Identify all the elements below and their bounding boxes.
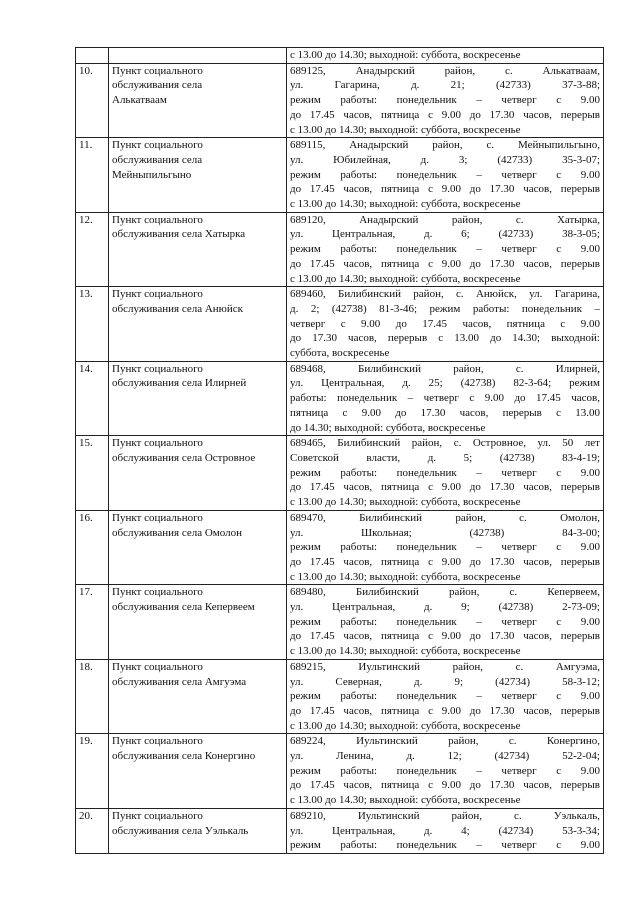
- address-schedule-line: до 17.45 часов, пятница с 9.00 до 17.30 часов, перерыв: [290, 257, 600, 270]
- address-schedule-line: ул. Северная, д. 9; (42734) 58-3-12;: [290, 675, 600, 688]
- service-point-name-line: Пункт социального: [112, 139, 203, 152]
- service-point-name-cell: [109, 734, 287, 809]
- address-schedule-line: до 17.45 часов, пятница с 9.00 до 17.30 часов, перерыв: [290, 183, 600, 196]
- address-schedule-line: с 13.00 до 14.30; выходной: суббота, воскресенье: [290, 570, 521, 583]
- address-schedule-line: 689125, Анадырский район, с. Алькатваам,: [290, 64, 600, 77]
- address-schedule-line: режим работы: понедельник – четверг с 9.00: [290, 764, 600, 777]
- address-schedule-line: до 17.45 часов, пятница с 9.00 до 17.30 часов, перерыв: [290, 108, 600, 121]
- address-schedule-line: ул. Юбилейная, д. 3; (42733) 35-3-07;: [290, 153, 600, 166]
- service-point-name-line: Пункт социального: [112, 288, 203, 301]
- address-schedule-line: режим работы: понедельник – четверг с 9.00: [290, 168, 600, 181]
- document-page: [75, 47, 604, 854]
- service-point-name-cell: [109, 436, 287, 511]
- row-number: 17.: [79, 586, 93, 599]
- row-number: 16.: [79, 511, 93, 524]
- address-schedule-line: с 13.00 до 14.30; выходной: суббота, воскресенье: [290, 272, 521, 285]
- row-number-cell: [76, 48, 109, 64]
- address-schedule-line: с 13.00 до 14.30; выходной: суббота, воскресенье: [290, 49, 521, 61]
- address-schedule-line: д. 2; (42738) 81-3-46; режим работы: понедельник –: [290, 302, 600, 315]
- service-point-name-line: Алькатваам: [112, 94, 167, 107]
- service-point-name-line: обслуживания села Илирней: [112, 377, 247, 390]
- address-schedule-line: до 17.45 часов, пятница с 9.00 до 17.30 часов, перерыв: [290, 555, 600, 568]
- address-schedule-line: 689470, Билибинский район, с. Омолон,: [290, 511, 600, 524]
- address-schedule-line: 689215, Иультинский район, с. Амгуэма,: [290, 660, 600, 673]
- address-schedule-line: ул. Ленина, д. 12; (42734) 52-2-04;: [290, 750, 600, 763]
- address-schedule-cell: [287, 510, 604, 585]
- service-point-name-cell: [109, 659, 287, 734]
- row-number-cell: [76, 287, 109, 362]
- address-schedule-cell: [287, 436, 604, 511]
- address-schedule-line: до 17.45 часов, пятница с 9.00 до 17.30 часов, перерыв: [290, 779, 600, 792]
- address-schedule-line: с 13.00 до 14.30; выходной: суббота, воскресенье: [290, 496, 521, 509]
- address-schedule-line: четверг с 9.00 до 17.45 часов, пятница с 9.00: [290, 317, 600, 330]
- row-number-cell: [76, 659, 109, 734]
- service-point-name-line: Пункт социального: [112, 511, 203, 524]
- row-number-cell: [76, 138, 109, 213]
- address-schedule-cell: [287, 48, 604, 64]
- address-schedule-cell: [287, 287, 604, 362]
- address-schedule-cell: [287, 659, 604, 734]
- table-row: [76, 361, 604, 436]
- table-row: [76, 48, 604, 64]
- table-body: [76, 48, 604, 854]
- table-row: [76, 138, 604, 213]
- address-schedule-line: 689465, Билибинский район, с. Островное, ул. 50 лет: [290, 437, 600, 450]
- address-schedule-line: ул. Гагарина, д. 21; (42733) 37-3-88;: [290, 79, 600, 92]
- address-schedule-line: ул. Центральная, д. 6; (42733) 38-3-05;: [290, 228, 600, 241]
- service-point-name-line: Пункт социального: [112, 64, 203, 77]
- table-row: [76, 436, 604, 511]
- address-schedule-line: с 13.00 до 14.30; выходной: суббота, воскресенье: [290, 794, 521, 807]
- address-schedule-cell: [287, 585, 604, 660]
- address-schedule-cell: [287, 63, 604, 138]
- table-row: [76, 212, 604, 287]
- service-point-name-cell: [109, 585, 287, 660]
- table-row: [76, 63, 604, 138]
- service-point-name-line: обслуживания села Хатырка: [112, 228, 246, 241]
- address-schedule-line: режим работы: понедельник – четверг с 9.00: [290, 243, 600, 256]
- row-number: 14.: [79, 362, 93, 375]
- address-schedule-cell: [287, 138, 604, 213]
- address-schedule-line: с 13.00 до 14.30; выходной: суббота, воскресенье: [290, 123, 521, 136]
- service-point-name-line: обслуживания села Анюйск: [112, 302, 244, 315]
- address-schedule-line: 689115, Анадырский район, с. Мейныпильгыно,: [290, 139, 600, 152]
- address-schedule-line: режим работы: понедельник – четверг с 9.00: [290, 839, 600, 852]
- address-schedule-line: суббота, воскресенье: [290, 347, 390, 360]
- address-schedule-cell: [287, 734, 604, 809]
- service-point-name-line: Пункт социального: [112, 809, 203, 822]
- address-schedule-line: с 13.00 до 14.30; выходной: суббота, воскресенье: [290, 645, 521, 658]
- service-point-name-cell: [109, 63, 287, 138]
- service-point-name-line: обслуживания села: [112, 153, 203, 166]
- address-schedule-cell: [287, 212, 604, 287]
- service-point-name-line: обслуживания села Омолон: [112, 526, 242, 539]
- address-schedule-line: 689120, Анадырский район, с. Хатырка,: [290, 213, 600, 226]
- service-point-name-cell: [109, 138, 287, 213]
- row-number-cell: [76, 436, 109, 511]
- social-service-points-table: [75, 47, 604, 854]
- row-number: 19.: [79, 735, 93, 748]
- table-row: [76, 510, 604, 585]
- service-point-name-line: Пункт социального: [112, 362, 203, 375]
- service-point-name-line: Мейныпильгыно: [112, 168, 192, 181]
- row-number: 13.: [79, 288, 93, 301]
- service-point-name-line: обслуживания села: [112, 79, 203, 92]
- table-row: [76, 808, 604, 853]
- address-schedule-line: режим работы: понедельник – четверг с 9.00: [290, 690, 600, 703]
- table-row: [76, 734, 604, 809]
- address-schedule-line: 689480, Билибинский район, с. Кепервеем,: [290, 586, 600, 599]
- table-row: [76, 585, 604, 660]
- address-schedule-line: режим работы: понедельник – четверг с 9.00: [290, 541, 600, 554]
- row-number: 12.: [79, 213, 93, 226]
- service-point-name-line: обслуживания села Кепервеем: [112, 601, 255, 614]
- service-point-name-cell: [109, 287, 287, 362]
- address-schedule-cell: [287, 808, 604, 853]
- service-point-name-line: Пункт социального: [112, 213, 203, 226]
- service-point-name-line: обслуживания села Островное: [112, 451, 256, 464]
- row-number: 18.: [79, 660, 93, 673]
- address-schedule-line: режим работы: понедельник – четверг с 9.00: [290, 615, 600, 628]
- address-schedule-line: ул. Центральная, д. 25; (42738) 82-3-64; режим: [290, 377, 600, 390]
- service-point-name-line: Пункт социального: [112, 735, 203, 748]
- address-schedule-line: ул. Центральная, д. 9; (42738) 2-73-09;: [290, 601, 600, 614]
- service-point-name-cell: [109, 808, 287, 853]
- address-schedule-line: Советской власти, д. 5; (42738) 83-4-19;: [290, 451, 600, 464]
- address-schedule-line: до 17.45 часов, пятница с 9.00 до 17.30 часов, перерыв: [290, 481, 600, 494]
- service-point-name-line: Пункт социального: [112, 586, 203, 599]
- address-schedule-line: 689210, Иультинский район, с. Уэлькаль,: [290, 809, 600, 822]
- service-point-name-line: Пункт социального: [112, 660, 203, 673]
- address-schedule-line: до 17.45 часов, пятница с 9.00 до 17.30 часов, перерыв: [290, 704, 600, 717]
- row-number-cell: [76, 808, 109, 853]
- service-point-name-line: обслуживания села Уэлькаль: [112, 824, 249, 837]
- service-point-name-line: обслуживания села Конергино: [112, 750, 256, 763]
- row-number-cell: [76, 734, 109, 809]
- row-number: 15.: [79, 437, 93, 450]
- address-schedule-line: работы: понедельник – четверг с 9.00 до 17.45 часов,: [290, 392, 600, 405]
- address-schedule-line: 689460, Билибинский район, с. Анюйск, ул. Гагарина,: [290, 288, 600, 301]
- address-schedule-line: ул. Школьная; (42738) 84-3-00;: [290, 526, 600, 539]
- address-schedule-line: с 13.00 до 14.30; выходной: суббота, воскресенье: [290, 198, 521, 211]
- row-number-cell: [76, 361, 109, 436]
- address-schedule-cell: [287, 361, 604, 436]
- row-number-cell: [76, 510, 109, 585]
- row-number: 11.: [79, 139, 93, 152]
- address-schedule-line: режим работы: понедельник – четверг с 9.00: [290, 466, 600, 479]
- service-point-name-cell: [109, 510, 287, 585]
- address-schedule-line: с 13.00 до 14.30; выходной: суббота, воскресенье: [290, 719, 521, 732]
- service-point-name-line: обслуживания села Амгуэма: [112, 675, 247, 688]
- address-schedule-line: ул. Центральная, д. 4; (42734) 53-3-34;: [290, 824, 600, 837]
- address-schedule-line: пятница с 9.00 до 17.30 часов, перерыв с 13.00: [290, 406, 600, 419]
- address-schedule-line: 689468, Билибинский район, с. Илирней,: [290, 362, 600, 375]
- row-number-cell: [76, 212, 109, 287]
- table-row: [76, 287, 604, 362]
- address-schedule-line: 689224, Иультинский район, с. Конергино,: [290, 735, 600, 748]
- table-row: [76, 659, 604, 734]
- service-point-name-line: Пункт социального: [112, 437, 203, 450]
- address-schedule-line: до 17.45 часов, пятница с 9.00 до 17.30 часов, перерыв: [290, 630, 600, 643]
- service-point-name-cell: [109, 361, 287, 436]
- address-schedule-line: до 17.30 часов, перерыв с 13.00 до 14.30; выходной:: [290, 332, 600, 345]
- row-number: 10.: [79, 64, 93, 77]
- address-schedule-line: режим работы: понедельник – четверг с 9.00: [290, 94, 600, 107]
- row-number-cell: [76, 63, 109, 138]
- service-point-name-cell: [109, 48, 287, 64]
- row-number-cell: [76, 585, 109, 660]
- service-point-name-cell: [109, 212, 287, 287]
- address-schedule-line: до 14.30; выходной: суббота, воскресенье: [290, 421, 486, 434]
- row-number: 20.: [79, 809, 93, 822]
